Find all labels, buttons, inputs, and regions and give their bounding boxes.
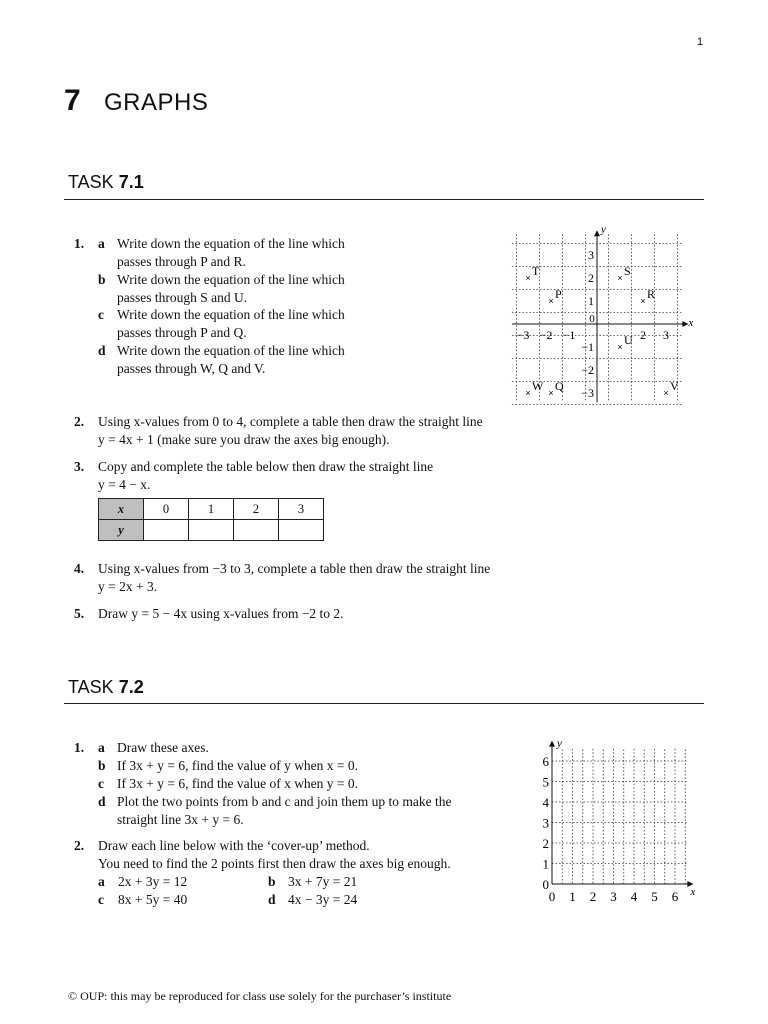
question-1 — [74, 235, 394, 376]
coordinate-grid-7-2 — [532, 734, 698, 906]
part-letter: c — [98, 307, 104, 322]
point-marker-icon: × — [663, 388, 669, 398]
point-marker-icon: × — [640, 296, 646, 306]
question-text: Using x-values from −3 to 3, complete a table then draw the straight line — [98, 561, 491, 576]
part-letter: c — [98, 776, 104, 791]
y-tick-label: 4 — [542, 795, 549, 810]
y-tick-label: −2 — [581, 363, 594, 377]
x-tick-label: 5 — [651, 889, 658, 904]
x-tick-label: −2 — [539, 328, 553, 342]
part-letter: b — [98, 272, 106, 287]
question-text: Copy and complete the table below then draw the straight line — [98, 459, 434, 474]
point-marker-icon: × — [525, 388, 531, 398]
part-text: passes through P and R. — [117, 254, 246, 269]
y-tick-label: 0 — [542, 877, 549, 892]
task-7-1-heading — [68, 172, 144, 193]
question-4 — [74, 560, 491, 594]
part-text: If 3x + y = 6, find the value of y when x = 0. — [117, 758, 359, 773]
task-label: TASK — [68, 172, 119, 192]
chapter-number: 7 — [64, 84, 81, 117]
y-tick-label: 2 — [542, 836, 549, 851]
part-text: Write down the equation of the line which — [117, 307, 345, 322]
question-number: 2. — [74, 414, 85, 429]
part-text: Plot the two points from b and c and join them up to make the — [117, 794, 452, 809]
table-header-y: y — [99, 520, 144, 541]
point-marker-icon: × — [525, 273, 531, 283]
question-text: You need to find the 2 points first then draw the axes big enough. — [98, 856, 451, 871]
y-tick-label: 1 — [542, 856, 549, 872]
question-2 — [74, 413, 483, 447]
part-letter: b — [268, 874, 276, 889]
x-tick-label: −3 — [516, 328, 530, 342]
y-axis-label: y — [601, 223, 606, 236]
question-number: 2. — [74, 838, 85, 853]
x-axis-label: x — [690, 886, 696, 898]
y-axis-arrow-icon — [594, 230, 600, 236]
x-tick-label: 3 — [610, 889, 617, 904]
table-cell: 2 — [234, 499, 279, 520]
table-cell-empty — [189, 520, 234, 541]
question-text: y = 4x + 1 (make sure you draw the axes big enough). — [98, 432, 390, 447]
question-text: y = 4 − x. — [98, 477, 151, 492]
question-text: Draw each line below with the ‘cover-up’ method. — [98, 838, 370, 853]
x-tick-label: 6 — [671, 889, 679, 904]
divider — [64, 199, 704, 200]
part-letter: d — [98, 343, 106, 358]
y-tick-label: 6 — [542, 754, 549, 769]
x-tick-label: −1 — [562, 328, 576, 342]
xy-table — [98, 498, 324, 541]
point-marker-icon: × — [617, 273, 623, 283]
y-tick-label: −3 — [581, 386, 594, 400]
x-axis-label: x — [688, 317, 694, 329]
part-text: Write down the equation of the line which — [117, 343, 345, 358]
question-text: Draw y = 5 − 4x using x-values from −2 to 2. — [98, 606, 344, 621]
point-label: U — [624, 333, 633, 347]
part-letter: d — [268, 892, 276, 907]
question-number: 5. — [74, 606, 85, 621]
table-cell: 1 — [189, 499, 234, 520]
footer-copyright: © OUP: this may be reproduced for class use solely for the purchaser’s institute — [68, 989, 452, 1003]
question-number: 1. — [74, 236, 85, 251]
x-tick-label: 2 — [589, 889, 597, 904]
point-label: Q — [555, 379, 564, 393]
y-tick-label: 5 — [542, 774, 549, 790]
question-number: 3. — [74, 459, 85, 474]
part-text: 2x + 3y = 12 — [118, 874, 188, 889]
table-cell-empty — [144, 520, 189, 541]
y-tick-label: 3 — [542, 815, 549, 831]
x-tick-label: 1 — [569, 889, 576, 904]
question-text: y = 2x + 3. — [98, 579, 158, 594]
point-label: S — [624, 264, 631, 278]
point-label: P — [555, 287, 562, 301]
part-text: 4x − 3y = 24 — [288, 892, 358, 907]
part-text: passes through W, Q and V. — [117, 361, 266, 376]
chapter-title: GRAPHS — [104, 89, 209, 116]
question-3 — [74, 458, 434, 492]
x-tick-label: 2 — [640, 328, 646, 342]
y-axis-label: y — [557, 737, 562, 750]
task-7-2-heading — [68, 677, 144, 698]
page-number: 1 — [697, 36, 704, 48]
task-number: 7.1 — [118, 172, 144, 192]
question-text: Using x-values from 0 to 4, complete a table then draw the straight line — [98, 414, 483, 429]
part-text: Draw these axes. — [117, 740, 209, 755]
part-text: 3x + 7y = 21 — [288, 874, 358, 889]
table-cell-empty — [279, 520, 324, 541]
table-cell: 3 — [279, 499, 324, 520]
part-text: Write down the equation of the line which — [117, 272, 345, 287]
x-tick-label: 0 — [548, 889, 556, 904]
table-header-x: x — [99, 499, 144, 520]
point-label: R — [647, 287, 656, 301]
point-marker-icon: × — [617, 342, 623, 352]
point-marker-icon: × — [548, 296, 554, 306]
task-label: TASK — [68, 677, 119, 697]
point-label: W — [532, 379, 544, 393]
part-text: passes through S and U. — [117, 290, 248, 305]
divider — [64, 703, 704, 704]
task-number: 7.2 — [118, 677, 144, 697]
question-5 — [74, 605, 344, 622]
part-letter: a — [98, 874, 105, 889]
y-tick-label: −1 — [581, 340, 594, 354]
part-text: If 3x + y = 6, find the value of x when y = 0. — [117, 776, 359, 791]
y-axis-arrow-icon — [549, 741, 555, 747]
part-letter: a — [98, 236, 105, 251]
question-number: 1. — [74, 740, 85, 755]
y-tick-label: 2 — [588, 271, 594, 285]
part-letter: a — [98, 740, 105, 755]
part-text: Write down the equation of the line which — [117, 236, 345, 251]
y-tick-label: 3 — [588, 248, 594, 262]
point-label: V — [670, 379, 679, 393]
question-2 — [74, 837, 451, 907]
point-label: T — [532, 264, 540, 278]
part-text: straight line 3x + y = 6. — [117, 812, 244, 827]
question-1 — [74, 739, 452, 827]
part-letter: b — [98, 758, 106, 773]
x-tick-label: 4 — [630, 889, 638, 904]
table-cell: 0 — [144, 499, 189, 520]
part-letter: d — [98, 794, 106, 809]
part-text: passes through P and Q. — [117, 325, 247, 340]
y-tick-label: 1 — [588, 294, 594, 308]
point-marker-icon: × — [548, 388, 554, 398]
origin-label: 0 — [589, 313, 595, 325]
part-letter: c — [98, 892, 104, 907]
table-cell-empty — [234, 520, 279, 541]
coordinate-grid-7-1 — [512, 223, 698, 404]
question-number: 4. — [74, 561, 85, 576]
x-tick-label: 3 — [663, 328, 669, 342]
part-text: 8x + 5y = 40 — [118, 892, 188, 907]
